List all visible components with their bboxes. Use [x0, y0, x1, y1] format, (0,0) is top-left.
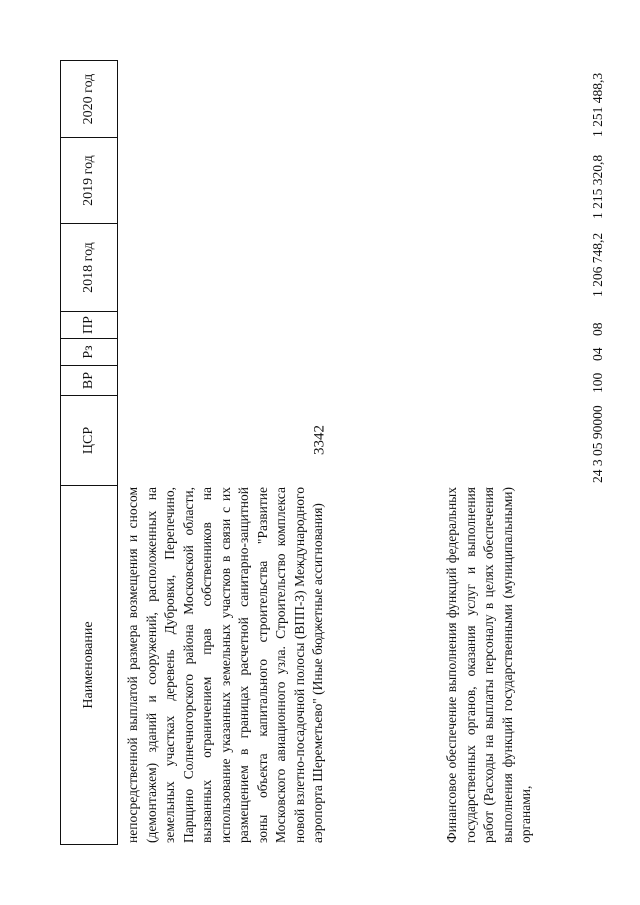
row-name: непосредственной выплатой размера возмещения и сносом (демонтажем) зданий и сооружений, расположенных на земельных участках деревень Дубровки, Перепечино, Парщино Солнечногорского района Московской области, вызванных ограничением прав собственников на использование указанных земельных участков в связи с их размещением в границах расчетной санитарно-защитной зоны объекта капитального строительства "Развитие Московского авиационного узла. Строительство комплекса новой взлетно-посадочной полосы (ВПП-3) Международного аэропорта Шереметьево" (Иные бюджетные ассигнования)	[125, 487, 325, 843]
row-csr: 24 3 05 90000	[590, 405, 605, 483]
header-csr: ЦСР	[60, 395, 118, 485]
row-name: Финансовое обеспечение выполнения функций федеральных государственных органов, оказания услуг и выполнения работ (Расходы на выплаты персоналу в целях обеспечения выполнения функций государственными (муниципальными) органами,	[444, 487, 533, 843]
table-row	[443, 487, 536, 843]
row-rz: 04	[590, 347, 605, 361]
table-header	[60, 60, 118, 845]
row-pr: 08	[590, 322, 605, 336]
budget-table	[60, 60, 615, 845]
header-2019: 2019 год	[60, 137, 118, 223]
header-vr: ВР	[60, 365, 118, 395]
header-rz: Рз	[60, 338, 118, 365]
page-number: 3342	[311, 425, 328, 455]
row-vr: 100	[590, 372, 605, 393]
header-name: Наименование	[60, 485, 118, 845]
row-2020: 1 251 488,3	[590, 72, 605, 137]
table-row	[124, 487, 328, 843]
row-2018: 1 206 748,2	[590, 232, 605, 297]
header-2018: 2018 год	[60, 223, 118, 311]
row-2019: 1 215 320,8	[590, 154, 605, 219]
header-2020: 2020 год	[60, 60, 118, 137]
header-pr: ПР	[60, 311, 118, 338]
